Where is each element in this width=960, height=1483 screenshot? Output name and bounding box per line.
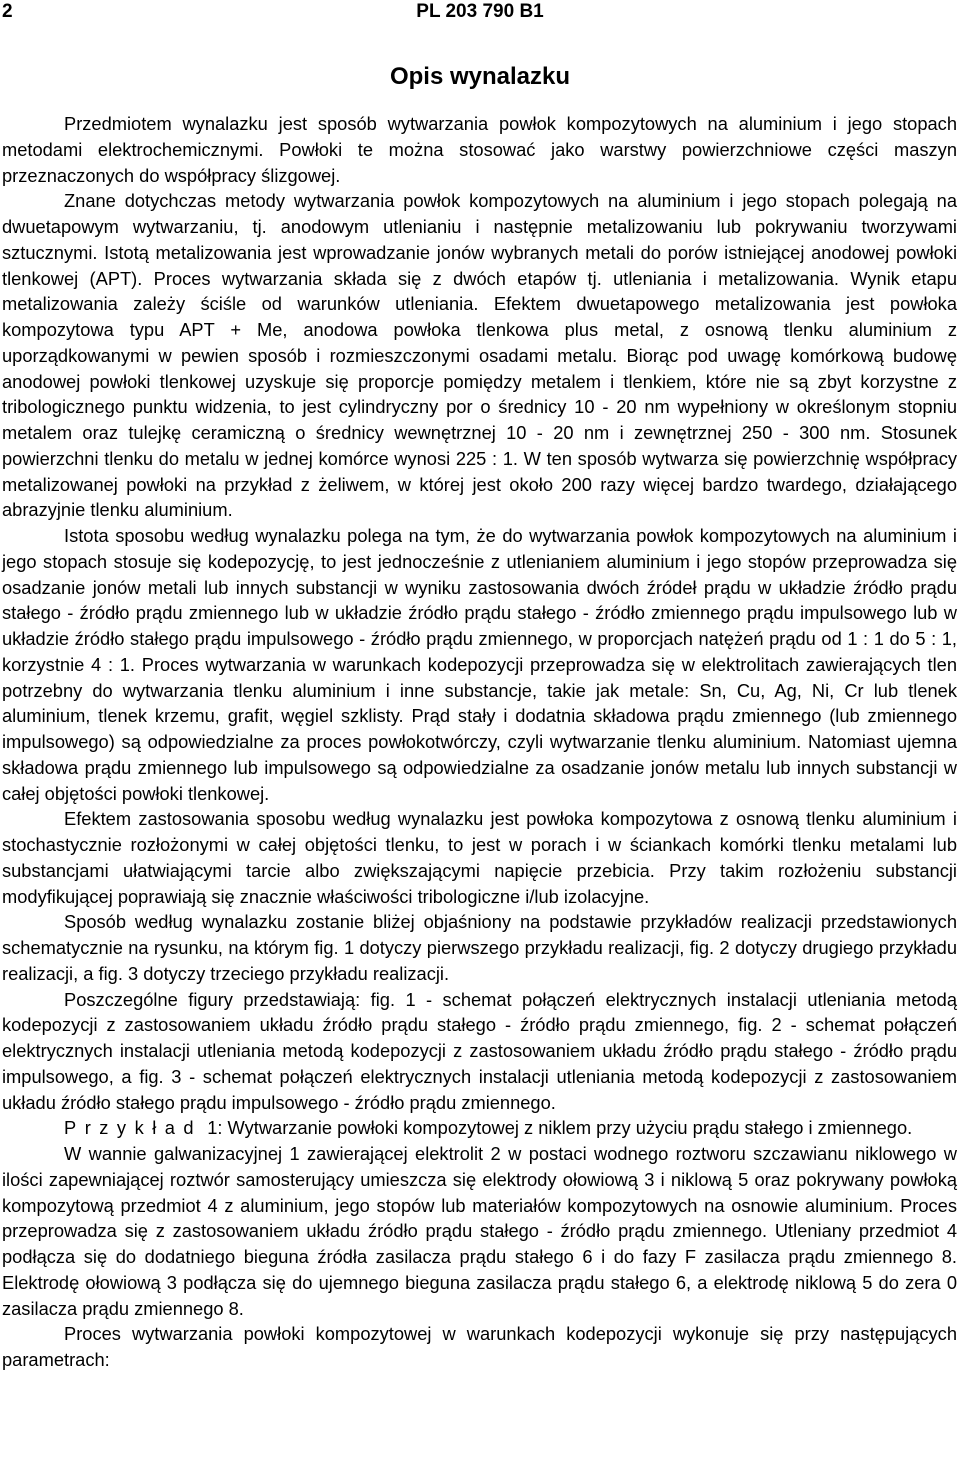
paragraph-process-parameters: Proces wytwarzania powłoki kompozytowej w warunkach kodepozycji wykonuje się przy następujących parametrach: [2,1323,957,1370]
example-label: Przykład [64,1117,203,1139]
page-number: 2 [2,1,13,22]
paragraph-example-setup: W wannie galwanizacyjnej 1 zawierającej elektrolit 2 w postaci wodnego roztworu szczawianu niklowego w ilości zapewniającej roztwór samosterujący umieszcza się elektrody ołowiową 3 i niklową 5 oraz pokrywany powłoką kompozytową przedmiot 4 z aluminium, jego stopów lub materiałów kompozytowych na osnowie aluminium. Proces przeprowadza się z zastosowaniem układu źródło prądu stałego - źródło prądu zmiennego. Utleniany przedmiot 4 podłącza się do dodatniego bieguna źródła zasilacza prądu stałego 6 i do fazy F zasilacza prądu zmiennego 8. Elektrodę ołowiową 3 podłącza się do ujemnego bieguna zasilacza prądu stałego 6, a elektrodę niklową 5 do zera 0 zasilacza prądu zmiennego 8. [2,1143,957,1319]
patent-number: PL 203 790 B1 [416,1,544,22]
paragraph-effect: Efektem zastosowania sposobu według wynalazku jest powłoka kompozytowa z osnową tlenku aluminium i stochastycznie rozłożonymi w całej objętości tlenku, to jest w porach i w ściankach komórki tlenku metalami lub substancjami ułatwiającymi tarcie albo zwiększającymi napięcie przebicia. Przy takim rozłożeniu substancji modyfikującej poprawiają się znacznie właściwości tribologiczne i/lub izolacyjne. [2,808,957,907]
document-title: Opis wynalazku [389,63,571,90]
paragraph-prior-art: Znane dotychczas metody wytwarzania powłok kompozytowych na aluminium i jego stopach polegają na dwuetapowym wytwarzaniu, tj. anodowym utlenianiu i następnie metalizowaniu lub pokrywaniu tworzywami sztucznymi. Istotą metalizowania jest wprowadzanie jonów wybranych metali do porów istniejącej anodowej powłoki tlenkowej (APT). Proces wytwarzania składa się z dwóch etapów tj. utleniania i metalizowania. Wynik etapu metalizowania zależy ściśle od warunków utleniania. Efektem dwuetapowego metalizowania jest powłoka kompozytowa typu APT + Me, anodowa powłoka tlenkowa plus metal, z osnową tlenku aluminium z uporządkowanymi w pewien sposób i rozmieszczonymi osadami metalu. Biorąc pod uwagę komórkową budowę anodowej powłoki tlenkowej uzyskuje się proporcje pomiędzy metalem i tlenkiem, które nie są zbyt korzystne z tribologicznego punktu widzenia, to jest cylindryczny por o średnicy 10 - 20 nm wypełniony w określonym stopniu metalem oraz tulejkę ceramiczną o średnicy wewnętrznej 10 - 20 nm i zewnętrznej 250 - 300 nm. Stosunek powierzchni tlenku do metalu w jednej komórce wynosi 225 : 1. W ten sposób wytwarza się powierzchnię współpracy metalizowanej powłoki na przykład z żeliwem, w której jest około 200 razy więcej bardzo twardego, działającego abrazyjnie tlenku aluminium. [2,190,957,521]
paragraph-figures-description: Poszczególne figury przedstawiają: fig. 1 - schemat połączeń elektrycznych instalacji utleniania metodą kodepozycji z zastosowaniem układu źródło prądu stałego - źródło prądu zmiennego, fig. 2 - schemat połączeń elektrycznych instalacji utleniania metodą kodepozycji z zastosowaniem układu źródło prądu stałego - źródło prądu impulsowego, a fig. 3 - schemat połączeń elektrycznych instalacji utleniania metodą kodepozycji z zastosowaniem układu źródło stałego prądu impulsowego - źródło prądu zmiennego. [2,988,957,1113]
paragraph-essence: Istota sposobu według wynalazku polega na tym, że do wytwarzania powłok kompozytowych na aluminium i jego stopach stosuje się kodepozycję, to jest jednocześnie z utlenianiem aluminium i jego stopów przeprowadza się osadzanie jonów metali lub innych substancji w wyniku zastosowania dwóch źródeł prądu w układzie źródło prądu stałego - źródło prądu zmiennego lub w układzie źródło prądu stałego - źródło zmiennego prądu impulsowego lub w układzie źródło stałego prądu impulsowego - źródło prądu zmiennego, w proporcjach natężeń prądu od 1 : 1 do 5 : 1, korzystnie 4 : 1. Proces wytwarzania w warunkach kodepozycji przeprowadza się w elektrolitach zawierających tlen potrzebny do wytwarzania tlenku aluminium i inne substancje, takie jak metale: Sn, Cu, Ag, Ni, Cr lub tlenek aluminium, tlenek krzemu, grafit, węgiel szklisty. Prąd stały i dodatnia składowa prądu zmiennego (lub zmiennego impulsowego) są odpowiedzialne za proces powłokotwórczy, czyli wytwarzanie tlenku aluminium. Natomiast ujemna składowa prądu zmiennego lub impulsowego są odpowiedzialne za osadzanie jonów metalu lub innych substancji w całej objętości powłoki tlenkowej. [2,525,957,804]
example-heading [2,1115,957,1141]
paragraph-subject: Przedmiotem wynalazku jest sposób wytwarzania powłok kompozytowych na aluminium i jego stopach metodami elektrochemicznymi. Powłoki te można stosować jako warstwy powierzchniowe części maszyn przeznaczonych do współpracy ślizgowej. [2,113,957,186]
paragraph-figures-intro: Sposób według wynalazku zostanie bliżej objaśniony na podstawie przykładów realizacji przedstawionych schematycznie na rysunku, na którym fig. 1 dotyczy pierwszego przykładu realizacji, fig. 2 dotyczy drugiego przykładu realizacji, a fig. 3 dotyczy trzeciego przykładu realizacji. [2,911,957,984]
document-body [2,111,957,1373]
example-text: 1: Wytwarzanie powłoki kompozytowej z niklem przy użyciu prądu stałego i zmiennego. [207,1117,913,1139]
page-header [0,0,960,28]
